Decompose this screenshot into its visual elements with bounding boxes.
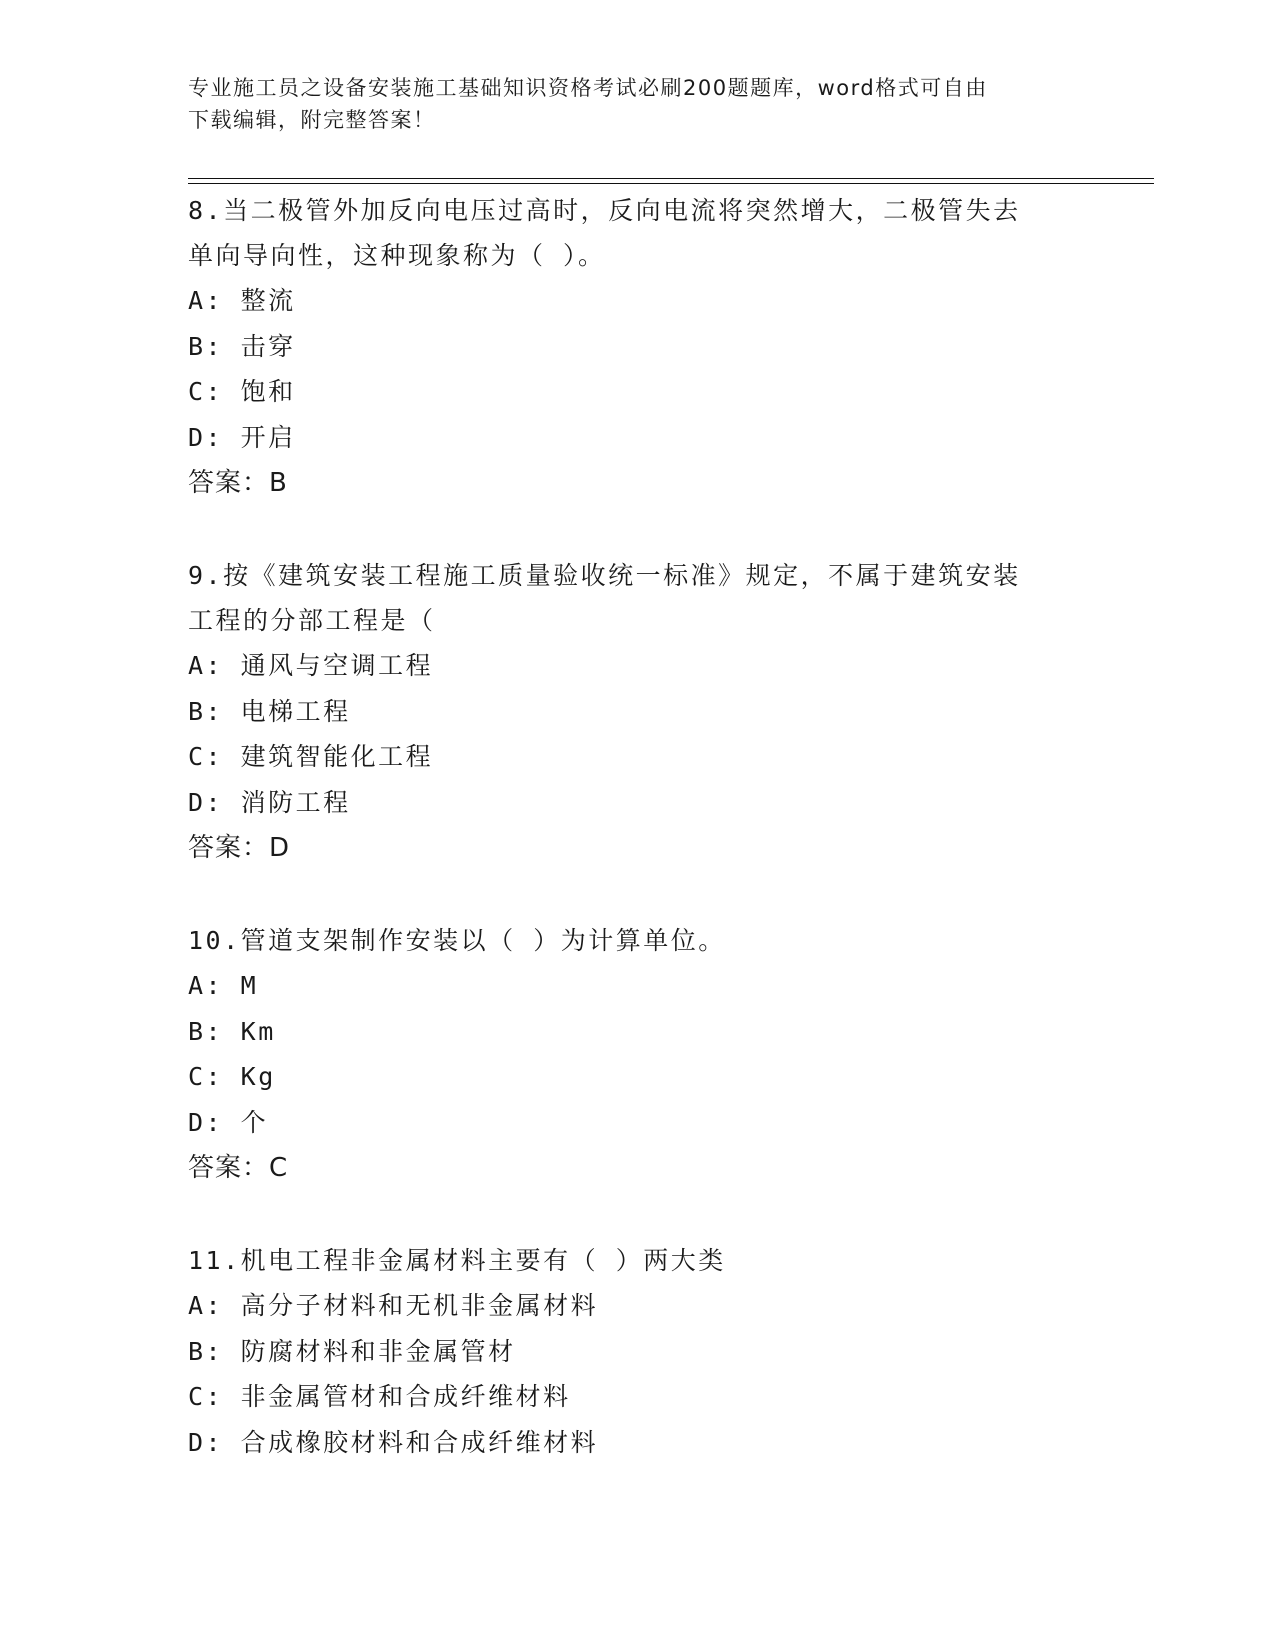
option-b: B: 击穿 xyxy=(188,331,296,361)
document-header xyxy=(188,72,1068,136)
header-line-1: 专业施工员之设备安装施工基础知识资格考试必刷200题题库，word格式可自由 xyxy=(188,76,988,100)
option-b: B: 防腐材料和非金属管材 xyxy=(188,1336,516,1366)
question-list xyxy=(188,188,1088,1465)
header-divider-bottom xyxy=(188,183,1154,184)
question-spacer xyxy=(188,871,1088,918)
option-a: A: M xyxy=(188,971,259,1000)
option-a: A: 通风与空调工程 xyxy=(188,651,434,680)
question-block xyxy=(188,918,1088,1191)
question-stem-continued: 工程的分部工程是（ xyxy=(188,606,436,635)
option-d: D: 合成橡胶材料和合成纤维材料 xyxy=(188,1427,599,1457)
question-block xyxy=(188,553,1088,871)
option-c: C: 饱和 xyxy=(188,377,296,406)
option-d: D: 消防工程 xyxy=(188,787,351,817)
option-c: C: Kg xyxy=(188,1062,276,1091)
option-c: C: 非金属管材和合成纤维材料 xyxy=(188,1382,571,1411)
option-b: B: Km xyxy=(188,1016,276,1046)
question-stem: 10.管道支架制作安装以（ ）为计算单位。 xyxy=(188,926,726,955)
question-spacer xyxy=(188,1191,1088,1238)
question-spacer xyxy=(188,506,1088,553)
question-stem: 9.按《建筑安装工程施工质量验收统一标准》规定，不属于建筑安装 xyxy=(188,561,1021,590)
option-c: C: 建筑智能化工程 xyxy=(188,742,434,771)
answer: 答案：B xyxy=(188,468,288,498)
answer: 答案：D xyxy=(188,833,291,863)
option-a: A: 高分子材料和无机非金属材料 xyxy=(188,1291,599,1320)
option-a: A: 整流 xyxy=(188,286,296,315)
answer: 答案：C xyxy=(188,1153,289,1183)
header-line-2: 下载编辑，附完整答案！ xyxy=(188,108,436,132)
option-d: D: 开启 xyxy=(188,422,296,452)
option-b: B: 电梯工程 xyxy=(188,696,351,726)
question-stem: 8.当二极管外加反向电压过高时，反向电流将突然增大，二极管失去 xyxy=(188,196,1021,225)
question-stem-continued: 单向导向性，这种现象称为（ ）。 xyxy=(188,241,606,270)
question-block xyxy=(188,188,1088,506)
question-stem: 11.机电工程非金属材料主要有（ ）两大类 xyxy=(188,1246,726,1275)
question-block xyxy=(188,1238,1088,1465)
header-divider-top xyxy=(188,178,1154,179)
option-d: D: 个 xyxy=(188,1107,269,1137)
